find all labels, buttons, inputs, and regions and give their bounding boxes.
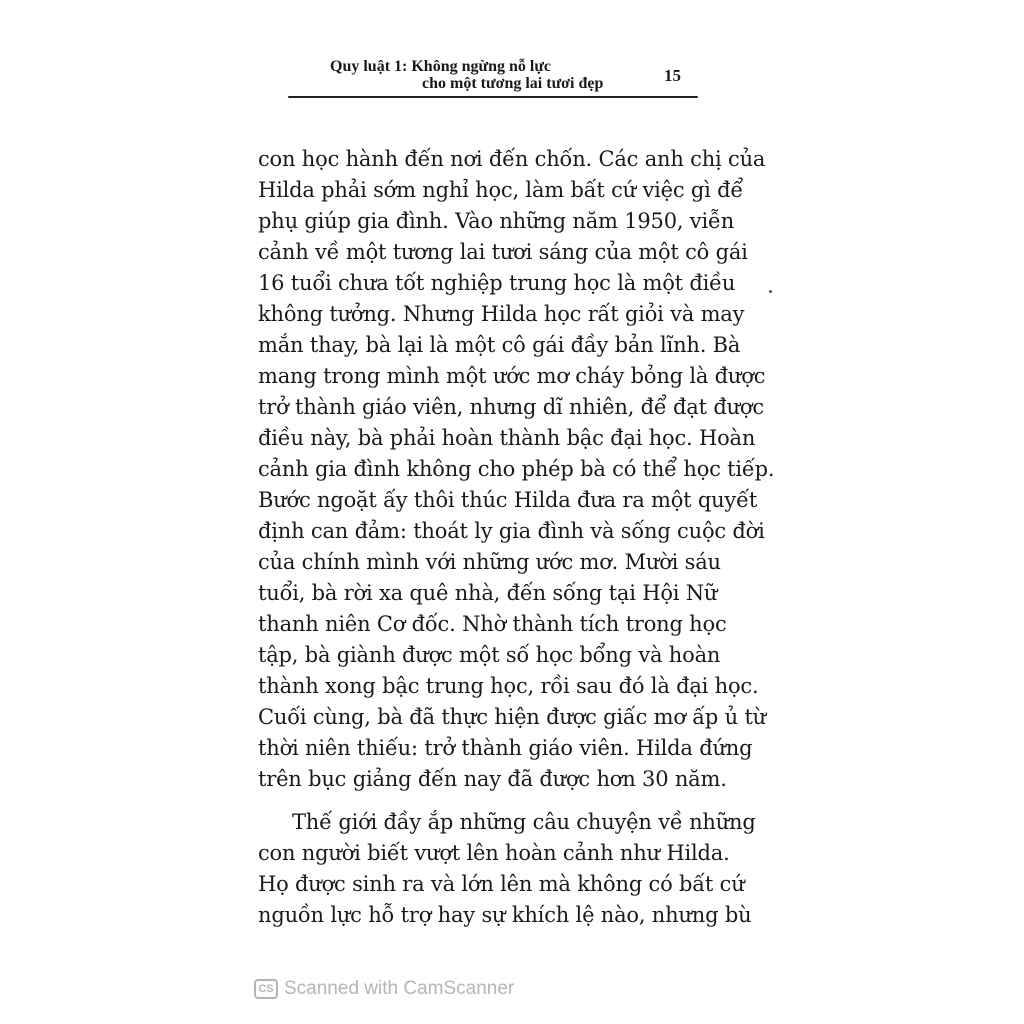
text-line: cảnh về một tương lai tươi sáng của một cô gái xyxy=(258,240,748,264)
paragraph-2 xyxy=(258,807,756,931)
text-line: 16 tuổi chưa tốt nghiệp trung học là một điều xyxy=(258,271,736,295)
scan-speck xyxy=(769,290,772,293)
text-line: trở thành giáo viên, nhưng dĩ nhiên, để đạt được xyxy=(258,395,764,419)
text-line: tuổi, bà rời xa quê nhà, đến sống tại Hội Nữ xyxy=(258,581,718,605)
header-title-line1: Quy luật 1: Không ngừng nỗ lực xyxy=(330,58,552,75)
text-line: không tưởng. Nhưng Hilda học rất giỏi và may xyxy=(258,302,745,326)
camscanner-logo-icon: CS xyxy=(254,979,278,999)
text-line: điều này, bà phải hoàn thành bậc đại học. Hoàn xyxy=(258,426,756,450)
text-line: tập, bà giành được một số học bổng và hoàn xyxy=(258,643,721,667)
header-title-line2: cho một tương lai tươi đẹp xyxy=(422,75,604,92)
running-header xyxy=(330,58,630,92)
text-line: thành xong bậc trung học, rồi sau đó là đại học. xyxy=(258,674,759,698)
text-line: con người biết vượt lên hoàn cảnh như Hilda. xyxy=(258,841,730,865)
paragraph-1 xyxy=(258,144,775,795)
paragraph-gap xyxy=(258,795,728,807)
page-number: 15 xyxy=(664,66,681,85)
text-line: nguồn lực hỗ trợ hay sự khích lệ nào, nhưng bù xyxy=(258,903,752,927)
text-line: cảnh gia đình không cho phép bà có thể học tiếp. xyxy=(258,457,775,481)
text-line: con học hành đến nơi đến chốn. Các anh chị của xyxy=(258,147,766,171)
text-line: thời niên thiếu: trở thành giáo viên. Hilda đứng xyxy=(258,736,753,760)
text-line: mắn thay, bà lại là một cô gái đầy bản lĩnh. Bà xyxy=(258,333,741,357)
text-line: Cuối cùng, bà đã thực hiện được giấc mơ ấp ủ từ xyxy=(258,705,767,729)
text-line: thanh niên Cơ đốc. Nhờ thành tích trong học xyxy=(258,612,727,636)
text-line: Họ được sinh ra và lớn lên mà không có bất cứ xyxy=(258,872,745,896)
header-rule xyxy=(288,96,698,98)
text-line: của chính mình với những ước mơ. Mười sáu xyxy=(258,550,721,574)
text-line: phụ giúp gia đình. Vào những năm 1950, viễn xyxy=(258,209,735,233)
text-line: mang trong mình một ước mơ cháy bỏng là được xyxy=(258,364,766,388)
camscanner-watermark xyxy=(254,978,514,1000)
text-line: trên bục giảng đến nay đã được hơn 30 năm. xyxy=(258,767,727,791)
text-line: Hilda phải sớm nghỉ học, làm bất cứ việc gì để xyxy=(258,178,744,202)
body-text xyxy=(258,144,775,931)
text-line: Bước ngoặt ấy thôi thúc Hilda đưa ra một quyết xyxy=(258,488,758,512)
text-line: định can đảm: thoát ly gia đình và sống cuộc đời xyxy=(258,519,765,543)
watermark-text: Scanned with CamScanner xyxy=(284,978,515,999)
text-line: Thế giới đầy ắp những câu chuyện về những xyxy=(292,810,756,834)
